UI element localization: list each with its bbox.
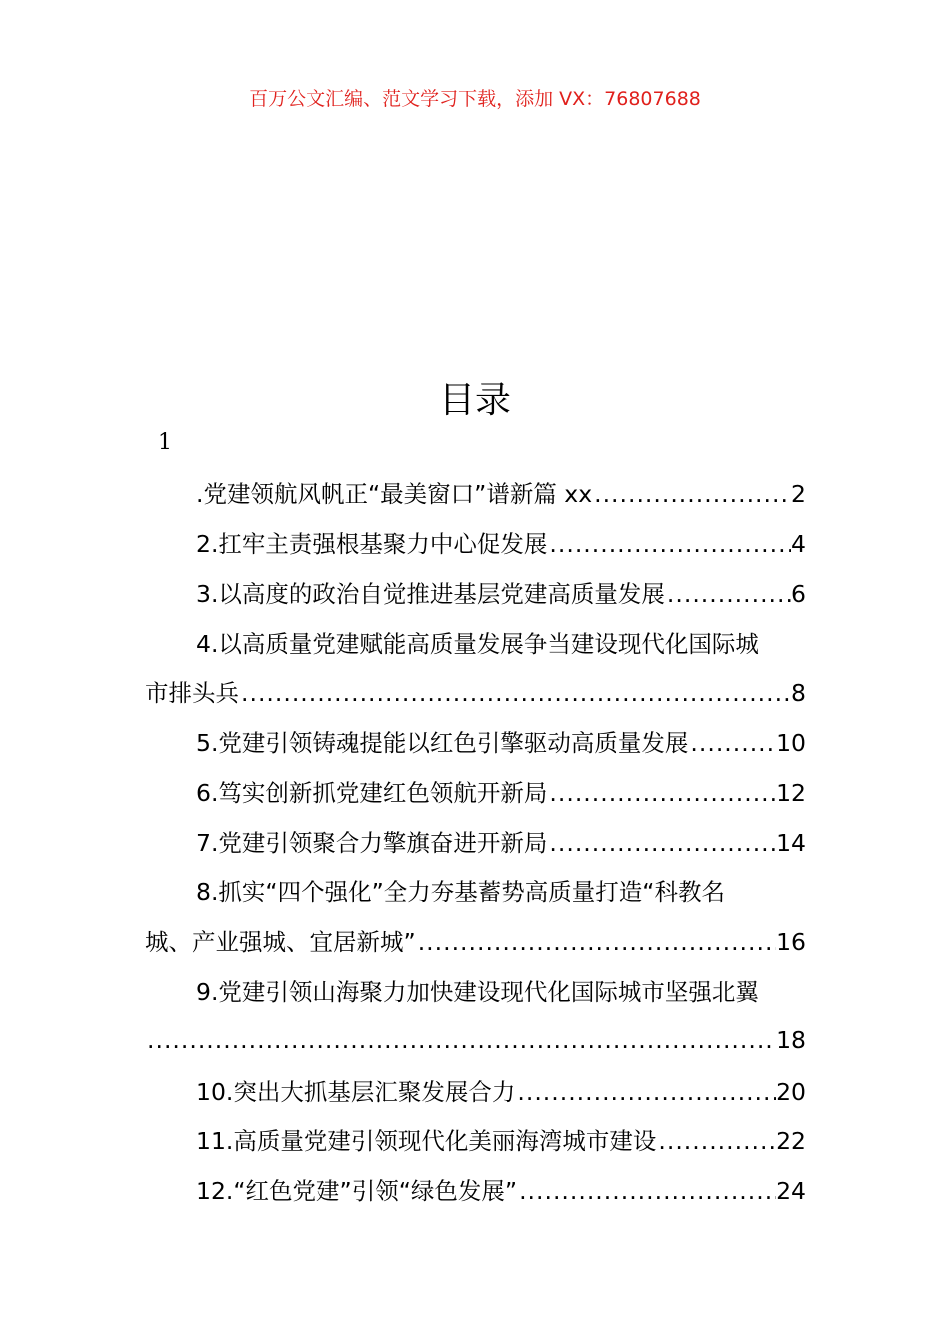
dot-leader bbox=[547, 776, 776, 810]
toc-entry[interactable] bbox=[196, 1075, 806, 1109]
toc-entry[interactable] bbox=[145, 676, 806, 710]
toc-entry-text: 6.笃实创新抓党建红色领航开新局 bbox=[196, 779, 548, 807]
toc-entry-line1[interactable] bbox=[196, 975, 808, 1009]
toc-page-number: 4 bbox=[791, 530, 806, 558]
dot-leader bbox=[239, 676, 791, 710]
dot-leader bbox=[547, 826, 776, 860]
toc-entry-line1[interactable] bbox=[196, 875, 808, 909]
watermark-header: 百万公文汇编、范文学习下载，添加 VX：76807688 bbox=[249, 88, 701, 110]
toc-page-number: 24 bbox=[776, 1177, 806, 1205]
dot-leader bbox=[517, 1174, 776, 1208]
toc-entry-text: 12.“红色党建”引领“绿色发展” bbox=[196, 1177, 518, 1205]
toc-entry[interactable] bbox=[196, 1124, 806, 1158]
toc-entry-text: 市排头兵 bbox=[145, 679, 239, 707]
dot-leader bbox=[592, 477, 791, 511]
toc-entry[interactable] bbox=[145, 925, 806, 959]
toc-entry-text: 11.高质量党建引领现代化美丽海湾城市建设 bbox=[196, 1127, 657, 1155]
toc-page-number: 12 bbox=[776, 779, 806, 807]
toc-entry[interactable] bbox=[196, 477, 806, 511]
toc-page-number: 22 bbox=[776, 1127, 806, 1155]
toc-entry-text: 9.党建引领山海聚力加快建设现代化国际城市坚强北翼 bbox=[196, 978, 759, 1006]
toc-entry-text: 10.突出大抓基层汇聚发展合力 bbox=[196, 1078, 516, 1106]
dot-leader bbox=[688, 726, 776, 760]
dot-leader bbox=[656, 1124, 776, 1158]
dot-leader bbox=[515, 1075, 776, 1109]
toc-entry-text: 城、产业强城、宜居新城” bbox=[145, 928, 416, 956]
toc-entry-text: 4.以高质量党建赋能高质量发展争当建设现代化国际城 bbox=[196, 630, 759, 658]
dot-leader bbox=[145, 1023, 776, 1057]
toc-page-number: 8 bbox=[791, 679, 806, 707]
toc-page-number: 2 bbox=[791, 480, 806, 508]
dot-leader bbox=[547, 527, 791, 561]
toc-entry[interactable] bbox=[145, 1023, 806, 1057]
toc-entry-text: 3.以高度的政治自觉推进基层党建高质量发展 bbox=[196, 580, 665, 608]
toc-entry-line1[interactable] bbox=[196, 627, 808, 661]
toc-entry[interactable] bbox=[196, 826, 806, 860]
toc-page-number: 14 bbox=[776, 829, 806, 857]
toc-entry-text: 7.党建引领聚合力擎旗奋进开新局 bbox=[196, 829, 548, 857]
toc-page-number: 16 bbox=[776, 928, 806, 956]
toc-entry[interactable] bbox=[196, 527, 806, 561]
toc-entry[interactable] bbox=[196, 726, 806, 760]
toc-page-number: 10 bbox=[776, 729, 806, 757]
toc-page-number: 6 bbox=[791, 580, 806, 608]
stray-number: 1 bbox=[158, 430, 172, 455]
dot-leader bbox=[665, 577, 791, 611]
toc-entry[interactable] bbox=[196, 776, 806, 810]
toc-page-number: 20 bbox=[776, 1078, 806, 1106]
toc-page-number: 18 bbox=[776, 1026, 806, 1054]
toc-entry-text: 5.党建引领铸魂提能以红色引擎驱动高质量发展 bbox=[196, 729, 689, 757]
toc-entry-text: 8.抓实“四个强化”全力夯基蓄势高质量打造“科教名 bbox=[196, 878, 725, 906]
dot-leader bbox=[416, 925, 776, 959]
toc-entry[interactable] bbox=[196, 577, 806, 611]
toc-entry-text: 2.扛牢主责强根基聚力中心促发展 bbox=[196, 530, 548, 558]
toc-title: 目录 bbox=[438, 380, 511, 421]
toc-entry[interactable] bbox=[196, 1174, 806, 1208]
toc-entry-text: .党建领航风帆正“最美窗口”谱新篇 xx bbox=[196, 480, 593, 508]
